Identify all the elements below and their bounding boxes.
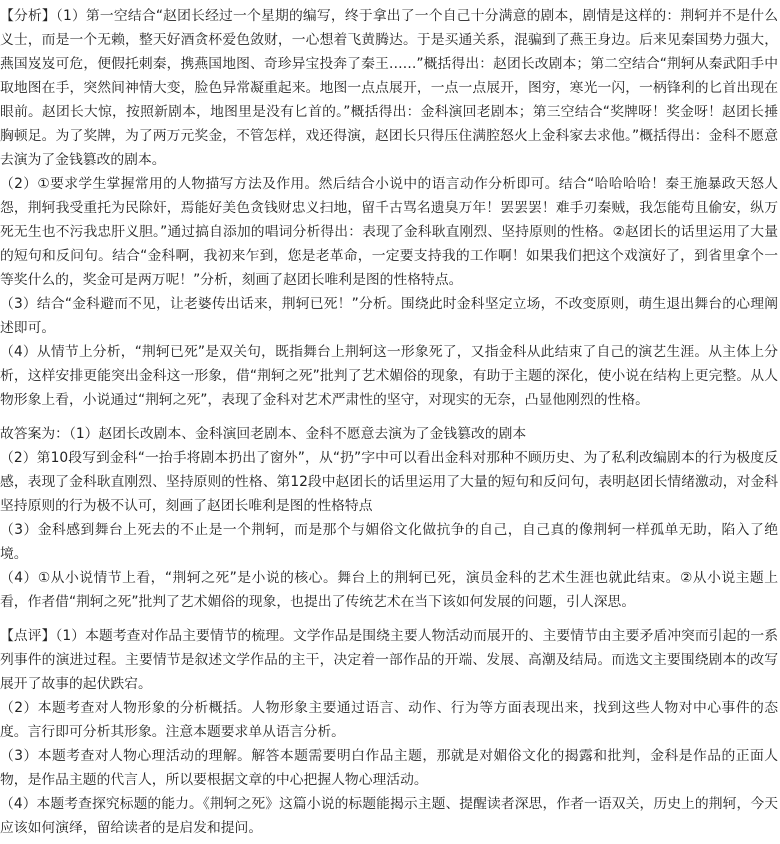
comment-part-1: 【点评】（1）本题考查对作品主要情节的梳理。文学作品是围绕主要人物活动而展开的、主要情节由主要矛盾冲突而引起的一系列事件的演进过程。主要情节是叙述文学作品的主干，决定着一部作品的开端、发展、高潮及结局。而选文主要围绕剧本的改写展开了故事的起伏跌宕。 xyxy=(0,628,778,692)
comment-part-2: （2）本题考查对人物形象的分析概括。人物形象主要通过语言、动作、行为等方面表现出来，找到这些人物对中心事件的态度。言行即可分析其形象。注意本题要求单从语言分析。 xyxy=(0,700,778,740)
answer-part-2: （2）第10段写到金科“一抬手将剧本扔出了窗外”，从“扔”字中可以看出金科对那种不顾历史、为了私利改编剧本的行为极度反感，表现了金科耿直刚烈、坚持原则的性格、第12段中赵团长的话里运用了大量的短句和反问句，表明赵团长情绪激动，对金科坚持原则的行为极不认可，刻画了赵团长唯利是图的性格特点 xyxy=(0,450,778,514)
comment-section xyxy=(0,624,780,840)
comment-part-3: （3）本题考查对人物心理活动的理解。解答本题需要明白作品主题，那就是对媚俗文化的揭露和批判，金科是作品的正面人物，是作品主题的代言人，所以要根据文章的中心把握人物心理活动。 xyxy=(0,748,778,788)
analysis-part-1: 【分析】（1）第一空结合“赵团长经过一个星期的编写，终于拿出了一个自己十分满意的剧本，剧情是这样的：荆轲并不是什么义士，而是一个无赖，整天好酒贪杯爱色敛财，一心想着飞黄腾达。于是买通关系，混骗到了燕王身边。后来见秦国势力强大，燕国岌岌可危，便假托刺秦，携燕国地图、奇珍异宝投奔了秦王……”概括得出：赵团长改剧本；第二空结合“荆轲从秦武阳手中取地图在手，突然间神情大变，脸色异常凝重起来。地图一点点展开，一点一点展开，图穷，寒光一闪，一柄锋利的匕首出现在眼前。赵团长大惊，按照新剧本，地图里是没有匕首的。”概括得出：金科演回老剧本；第三空结合“奖牌呀！奖金呀！赵团长捶胸顿足。为了奖牌，为了两万元奖金，不管怎样，戏还得演，赵团长只得压住满腔怒火上金科家去求他。”概括得出：金科不愿意去演为了金钱篡改的剧本。 xyxy=(0,8,778,168)
answer-part-4: （4）①从小说情节上看，“荆轲之死”是小说的核心。舞台上的荆轲已死，演员金科的艺术生涯也就此结束。②从小说主题上看，作者借“荆轲之死”批判了艺术媚俗的现象，也提出了传统艺术在当下该如何发展的问题，引人深思。 xyxy=(0,570,778,610)
analysis-part-2: （2）①要求学生掌握常用的人物描写方法及作用。然后结合小说中的语言动作分析即可。结合“哈哈哈哈！秦王施暴政天怒人怨，荆轲我受重托为民除奸，焉能好美色贪钱财忠义扫地，留千古骂名遗臭万年！罢罢罢！难手刃秦贼，我怎能苟且偷安，纵万死无生也不污我忠肝义胆。”通过搞自添加的唱词分析得出：表现了金科耿直刚烈、坚持原则的性格。②赵团长的话里运用了大量的短句和反问句。结合“金科啊，我初来乍到，您是老革命，一定要支持我的工作啊！如果我们把这个戏演好了，到省里拿个一等奖什么的，奖金可是两万呢！”分析，刻画了赵团长唯利是图的性格特点。 xyxy=(0,176,778,288)
answer-part-3: （3）金科感到舞台上死去的不止是一个荆轲，而是那个与媚俗文化做抗争的自己，自己真的像荆轲一样孤单无助，陷入了绝境。 xyxy=(0,522,778,562)
analysis-part-3: （3）结合“金科避而不见，让老婆传出话来，荆轲已死！”分析。围绕此时金科坚定立场，不改变原则，萌生退出舞台的心理阐述即可。 xyxy=(0,296,778,336)
analysis-part-4: （4）从情节上分析，“荆轲已死”是双关句，既指舞台上荆轲这一形象死了，又指金科从此结束了自己的演艺生涯。从主体上分析，这样安排更能突出金科这一形象，借“荆轲之死”批判了艺术媚俗的现象，有助于主题的深化，使小说在结构上更完整。从人物形象上看，小说通过“荆轲之死”，表现了金科对艺术严肃性的坚守，对现实的无奈，凸显他刚烈的性格。 xyxy=(0,344,778,408)
section-spacer xyxy=(0,412,780,422)
answer-section xyxy=(0,422,780,614)
comment-part-4: （4）本题考查探究标题的能力。《荆轲之死》这篇小说的标题能揭示主题、提醒读者深思，作者一语双关，历史上的荆轲，今天应该如何演绎，留给读者的是启发和提问。 xyxy=(0,796,778,836)
section-spacer xyxy=(0,614,780,624)
analysis-section xyxy=(0,4,780,412)
answer-part-1: 故答案为：（1）赵团长改剧本、金科演回老剧本、金科不愿意去演为了金钱篡改的剧本 xyxy=(0,426,527,442)
